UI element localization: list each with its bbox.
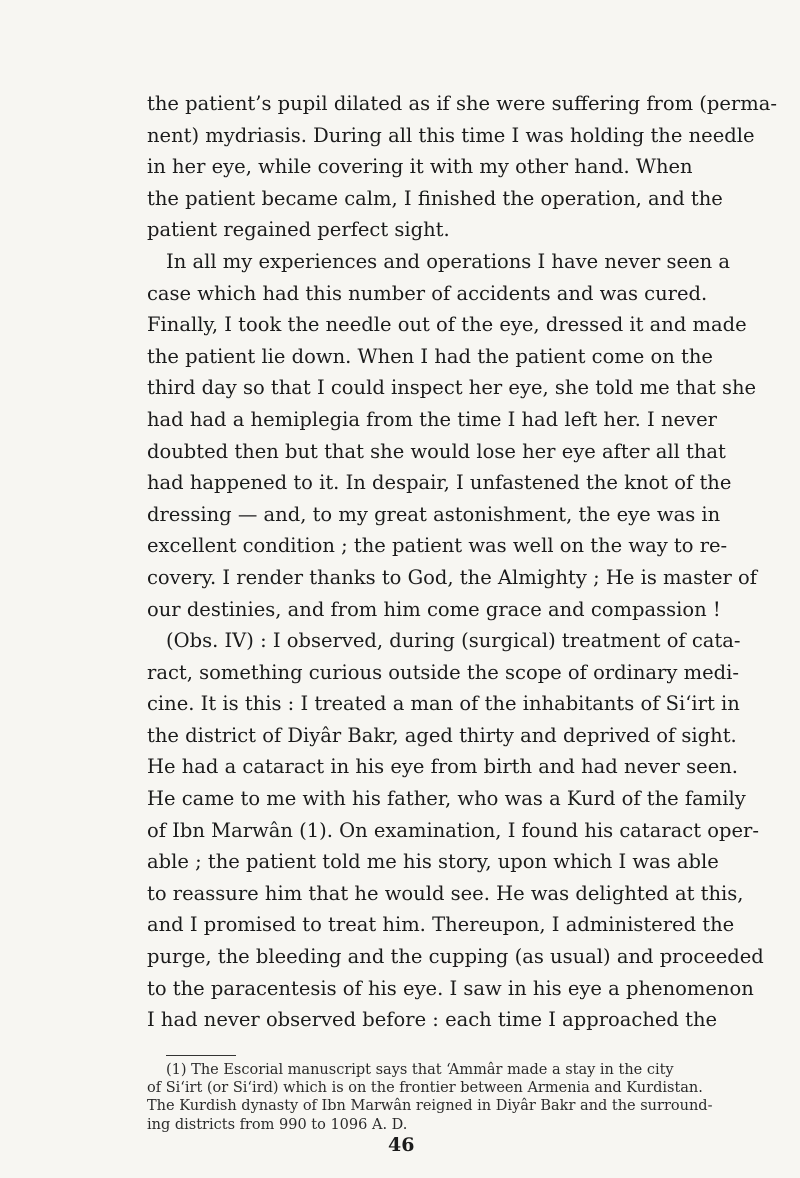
body-line: doubted then but that she would lose her eye after all that (147, 439, 726, 463)
page-number: 46 (388, 1134, 415, 1156)
body-line: our destinies, and from him come grace and compassion ! (147, 597, 721, 621)
body-line: I had never observed before : each time I approached the (147, 1008, 718, 1032)
footnote (147, 1061, 713, 1134)
body-line: to reassure him that he would see. He was delighted at this, (147, 881, 744, 905)
body-line: able ; the patient told me his story, upon which I was able (147, 850, 719, 874)
body-line: the district of Diyâr Bakr, aged thirty and deprived of sight. (147, 723, 737, 747)
body-line: third day so that I could inspect her eye, she told me that she (147, 376, 757, 400)
body-line: nent) mydriasis. During all this time I was holding the needle (147, 123, 755, 147)
footnote-line: (1) The Escorial manuscript says that ‘Ammâr made a stay in the city (166, 1062, 674, 1078)
body-line: the patient lie down. When I had the patient come on the (147, 344, 713, 368)
body-line: the patient became calm, I finished the operation, and the (147, 186, 723, 210)
body-line: patient regained perfect sight. (147, 218, 450, 242)
body-line: He had a cataract in his eye from birth and had never seen. (147, 755, 738, 779)
body-line: He came to me with his father, who was a Kurd of the family (147, 787, 746, 811)
body-line: had happened to it. In despair, I unfastened the knot of the (147, 471, 732, 495)
body-text (147, 88, 777, 1036)
body-line: of Ibn Marwân (1). On examination, I found his cataract oper- (147, 818, 759, 842)
body-line: (Obs. IV) : I observed, during (surgical) treatment of cata- (166, 629, 741, 653)
body-line: purge, the bleeding and the cupping (as usual) and proceeded (147, 945, 764, 969)
body-line: covery. I render thanks to God, the Almighty ; He is master of (147, 565, 758, 589)
footnote-line: ing districts from 990 to 1096 A. D. (147, 1116, 408, 1133)
footnote-divider (166, 1055, 236, 1056)
body-line: and I promised to treat him. Thereupon, I administered the (147, 913, 735, 937)
body-line: ract, something curious outside the scope of ordinary medi- (147, 660, 739, 684)
body-line: excellent condition ; the patient was well on the way to re- (147, 534, 728, 558)
body-line: had had a hemiplegia from the time I had left her. I never (147, 407, 717, 431)
body-line: the patient’s pupil dilated as if she were suffering from (perma- (147, 92, 777, 115)
body-line: to the paracentesis of his eye. I saw in his eye a phenomenon (147, 976, 754, 1000)
body-line: In all my experiences and operations I have never seen a (166, 249, 730, 273)
body-line: in her eye, while covering it with my other hand. When (147, 155, 693, 179)
body-line: case which had this number of accidents and was cured. (147, 281, 708, 305)
footnote-line: of Si‘irt (or Si‘ird) which is on the frontier between Armenia and Kurdistan. (147, 1080, 703, 1097)
body-line: dressing — and, to my great astonishment, the eye was in (147, 502, 721, 526)
footnote-line: The Kurdish dynasty of Ibn Marwân reigned in Diyâr Bakr and the surround- (147, 1098, 713, 1115)
body-line: cine. It is this : I treated a man of the inhabitants of Si‘irt in (147, 692, 740, 716)
body-line: Finally, I took the needle out of the eye, dressed it and made (147, 313, 747, 337)
